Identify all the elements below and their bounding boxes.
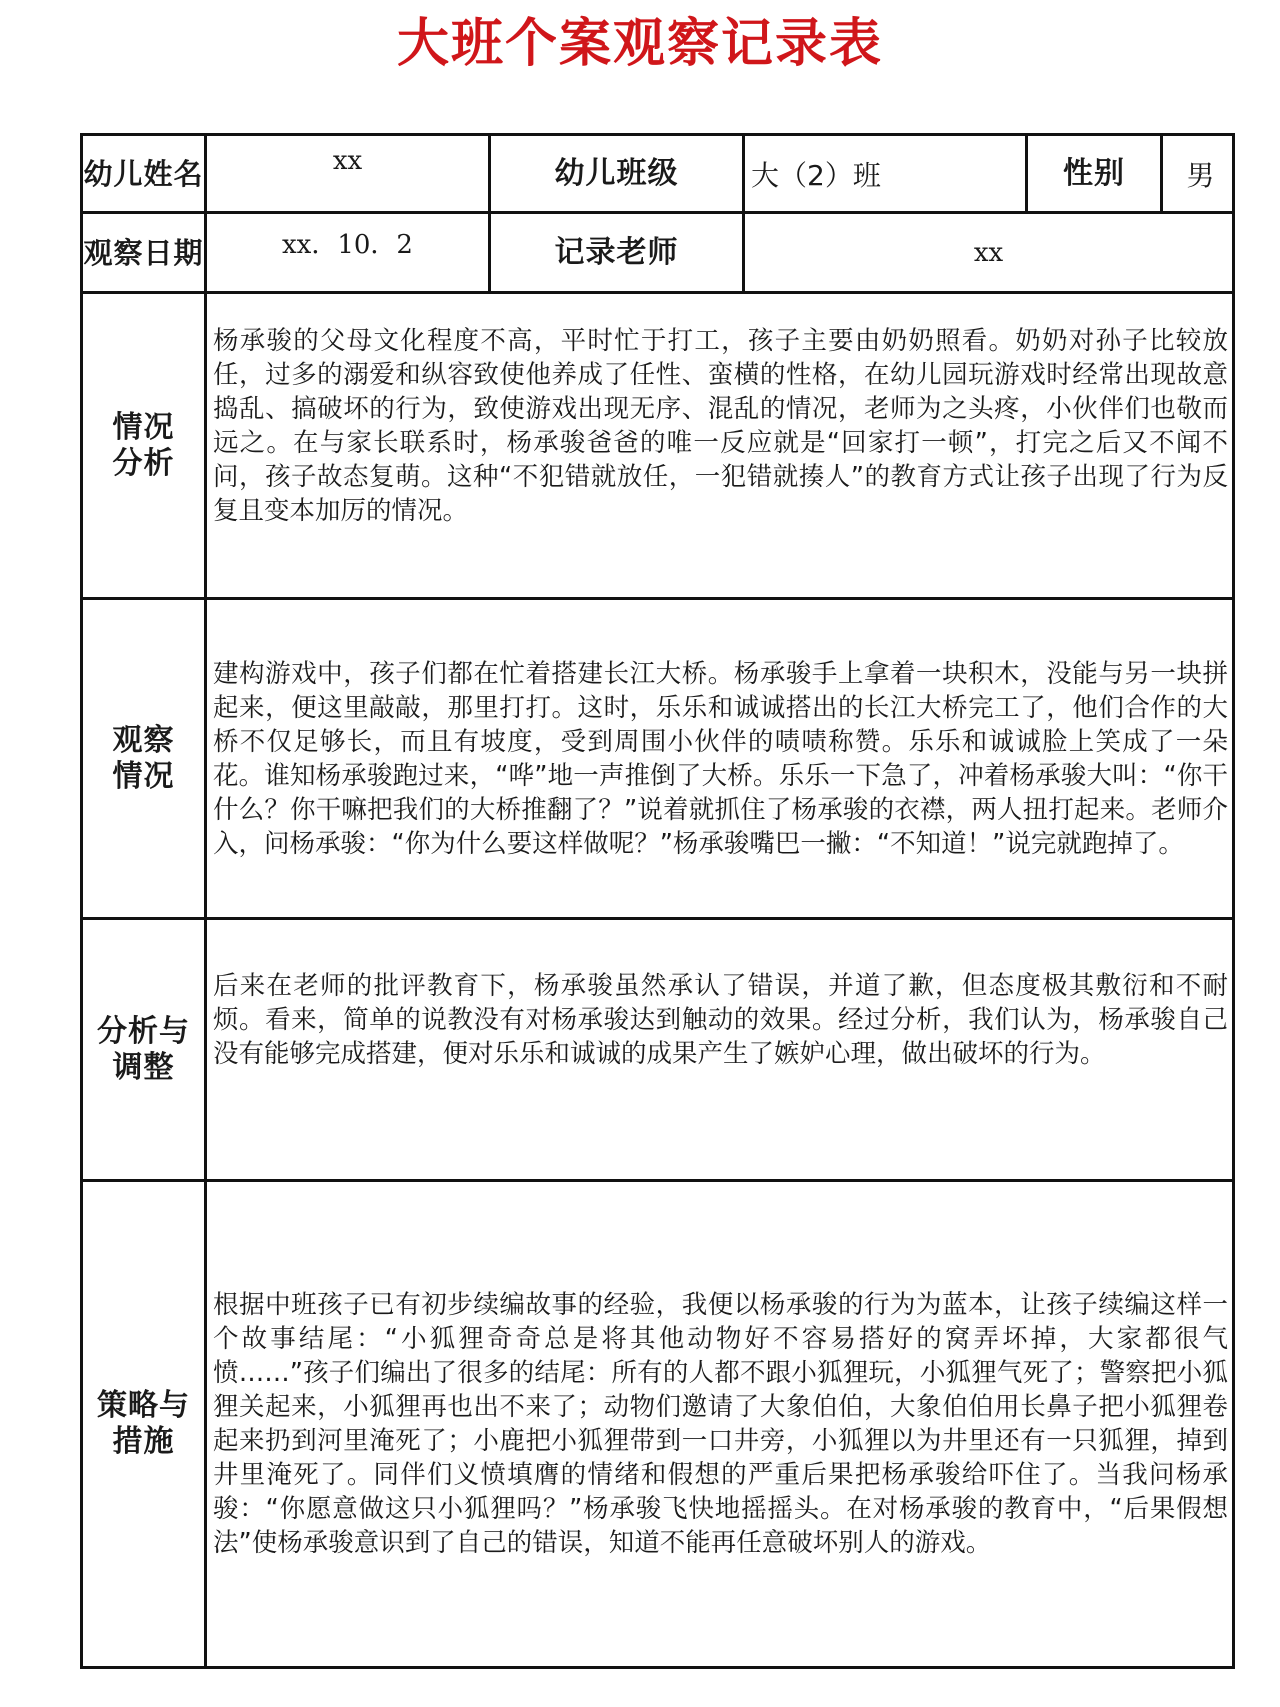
- recording-teacher-label: 记录老师: [490, 213, 744, 293]
- child-class-value: 大（2）班: [744, 135, 1027, 213]
- section-label-line: 措施: [112, 1424, 175, 1459]
- section-label-analysis-adjustment: [82, 919, 206, 1181]
- section-row-analysis-adjustment: [82, 919, 1234, 1181]
- section-label-line: 情况: [112, 409, 175, 445]
- section-text: 根据中班孩子已有初步续编故事的经验，我便以杨承骏的行为为蓝本，让孩子续编这样一个故事结尾：“小狐狸奇奇总是将其他动物好不容易搭好的窝弄坏掉，大家都很气愤……”孩子们编出了很多的结尾：所有的人都不跟小狐狸玩，小狐狸气死了；警察把小狐狸关起来，小狐狸再也出不来了；动物们邀请了大象伯伯，大象伯伯用长鼻子把小狐狸卷起来扔到河里淹死了；小鹿把小狐狸带到一口井旁，小狐狸以为井里还有一只狐狸，掉到井里淹死了。同伴们义愤填膺的情绪和假想的严重后果把杨承骏给吓住了。当我问杨承骏：“你愿意做这只小狐狸吗？”杨承骏飞快地摇摇头。在对杨承骏的教育中，“后果假想法”使杨承骏意识到了自己的错误，知道不能再任意破坏别人的游戏。: [213, 1290, 1228, 1558]
- observation-date-value: xx．10．2: [206, 213, 490, 293]
- section-label-observation: [82, 599, 206, 919]
- section-body-strategy-measures: [206, 1181, 1234, 1668]
- child-name-label: 幼儿姓名: [82, 135, 206, 213]
- child-class-label: 幼儿班级: [490, 135, 744, 213]
- section-text: 建构游戏中，孩子们都在忙着搭建长江大桥。杨承骏手上拿着一块积木，没能与另一块拼起来，便这里敲敲，那里打打。这时，乐乐和诚诚搭出的长江大桥完工了，他们合作的大桥不仅足够长，而且有坡度，受到周围小伙伴的啧啧称赞。乐乐和诚诚脸上笑成了一朵花。谁知杨承骏跑过来，“哗”地一声推倒了大桥。乐乐一下急了，冲着杨承骏大叫：“你干什么？你干嘛把我们的大桥推翻了？”说着就抓住了杨承骏的衣襟，两人扭打起来。老师介入，问杨承骏：“你为什么要这样做呢？”杨承骏嘴巴一撇：“不知道！”说完就跑掉了。: [213, 658, 1228, 859]
- section-body-situation-analysis: [206, 293, 1234, 599]
- recording-teacher-value: xx: [744, 213, 1234, 293]
- section-label-line: 策略与: [97, 1388, 190, 1423]
- section-row-situation-analysis: [82, 293, 1234, 599]
- section-label-situation-analysis: [82, 293, 206, 599]
- info-row-2: [82, 213, 1234, 293]
- section-row-strategy-measures: [82, 1181, 1234, 1668]
- gender-label: 性别: [1027, 135, 1162, 213]
- section-text: 杨承骏的父母文化程度不高，平时忙于打工，孩子主要由奶奶照看。奶奶对孙子比较放任，过多的溺爱和纵容致使他养成了任性、蛮横的性格，在幼儿园玩游戏时经常出现故意捣乱、搞破坏的行为，致使游戏出现无序、混乱的情况，老师为之头疼，小伙伴们也敬而远之。在与家长联系时，杨承骏爸爸的唯一反应就是“回家打一顿”，打完之后又不闻不问，孩子故态复萌。这种“不犯错就放任，一犯错就揍人”的教育方式让孩子出现了行为反复且变本加厉的情况。: [213, 325, 1228, 526]
- section-label-line: 观察: [112, 722, 175, 758]
- section-text: 后来在老师的批评教育下，杨承骏虽然承认了错误，并道了歉，但态度极其敷衍和不耐烦。看来，简单的说教没有对杨承骏达到触动的效果。经过分析，我们认为，杨承骏自己没有能够完成搭建，便对乐乐和诚诚的成果产生了嫉妒心理，做出破坏的行为。: [213, 970, 1228, 1069]
- section-label-line: 情况: [112, 758, 175, 794]
- section-row-observation: [82, 599, 1234, 919]
- section-label-line: 分析与: [97, 1013, 190, 1049]
- info-row-1: [82, 135, 1234, 213]
- observation-record-table: [80, 133, 1235, 1669]
- observation-date-label: 观察日期: [82, 213, 206, 293]
- section-body-analysis-adjustment: [206, 919, 1234, 1181]
- section-label-strategy-measures: [82, 1181, 206, 1668]
- section-label-line: 调整: [112, 1049, 175, 1085]
- child-name-value: xx: [206, 135, 490, 213]
- section-body-observation: [206, 599, 1234, 919]
- gender-value: 男: [1162, 135, 1234, 213]
- page-title: 大班个案观察记录表: [396, 14, 883, 74]
- section-label-line: 分析: [112, 445, 175, 481]
